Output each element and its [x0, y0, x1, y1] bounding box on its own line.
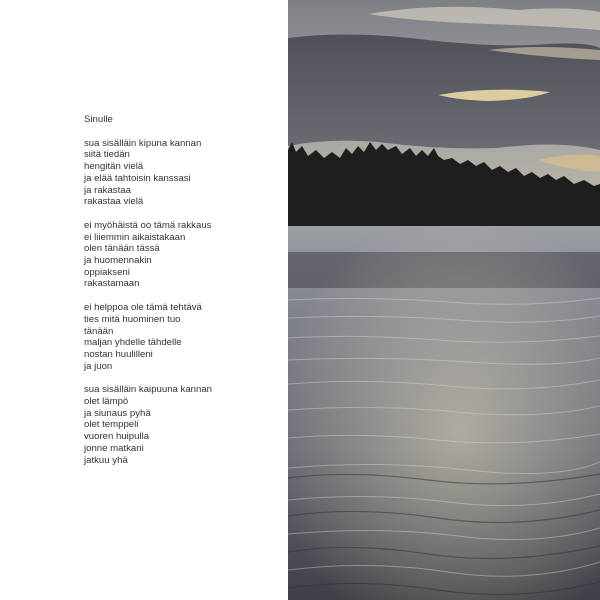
- poem-line: oppiakseni: [84, 266, 130, 278]
- poem-line: ei liiemmin aikaistakaan: [84, 231, 186, 243]
- poem-line: olet temppeli: [84, 419, 139, 431]
- poem-line: ja rakastaa: [84, 184, 131, 196]
- poem-line: olen tänään tässä: [84, 243, 160, 255]
- poem-line: siitä tiedän: [84, 149, 130, 161]
- poem-line: maljan yhdelle tähdelle: [84, 337, 182, 349]
- poem-line: ei helppoa ole tämä tehtävä: [84, 302, 202, 314]
- poem-line: nostan huulilleni: [84, 348, 153, 360]
- stanza-1: [84, 138, 284, 208]
- stanza-2: [84, 220, 284, 290]
- lake-sunset-photo: [288, 0, 600, 600]
- poem-line: rakastamaan: [84, 278, 140, 290]
- poem-title: Sinulle: [84, 114, 113, 125]
- poem-line: ties mitä huominen tuo: [84, 313, 181, 325]
- poem-line: ja juon: [84, 360, 113, 372]
- poem-line: olet lämpö: [84, 396, 129, 408]
- poem-line: jatkuu yhä: [84, 454, 128, 466]
- poem-line: ei myöhäistä oo tämä rakkaus: [84, 219, 212, 231]
- poem-line: sua sisälläin kipuna kannan: [84, 137, 202, 149]
- stanza-3: [84, 302, 284, 372]
- poem-line: sua sisälläin kaipuuna kannan: [84, 384, 213, 396]
- poem-line: ja huomennakin: [84, 255, 152, 267]
- stanza-4: [84, 384, 284, 466]
- poem-line: jonne matkani: [84, 442, 144, 454]
- poem-line: vuoren huipulla: [84, 431, 150, 443]
- poem: [84, 114, 284, 478]
- text-column: [0, 0, 288, 600]
- poem-line: ja elää tahtoisin kanssasi: [84, 172, 191, 184]
- poem-line: rakastaa vielä: [84, 196, 144, 208]
- poem-line: ja siunaus pyhä: [84, 407, 151, 419]
- poem-line: hengitän vielä: [84, 161, 144, 173]
- poem-line: tänään: [84, 325, 114, 337]
